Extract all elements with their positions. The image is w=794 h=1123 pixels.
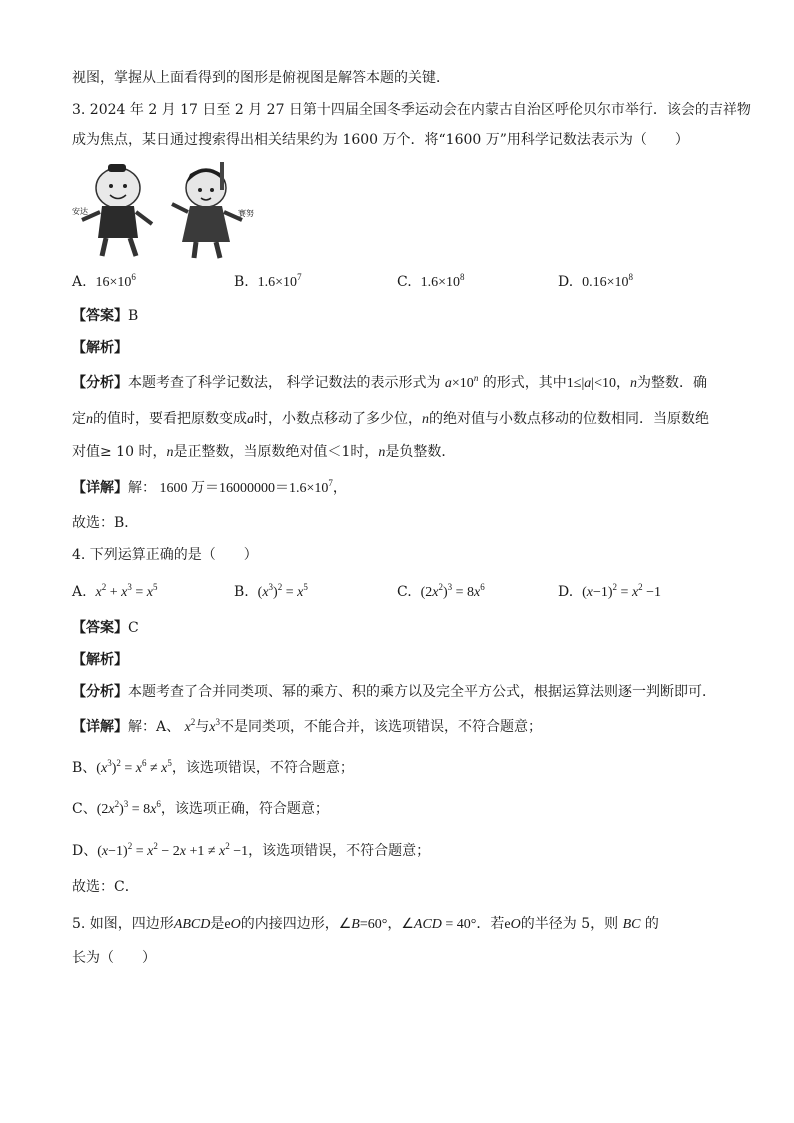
q3-stem-line1: 3. 2024 年 2 月 17 日至 2 月 27 日第十四届全国冬季运动会在内蒙古自治区呼伦贝尔市举行．该会的吉祥物 xyxy=(72,102,751,118)
q5-stem-line2: 长为（ ） xyxy=(72,950,156,966)
q4-option-a: A. $x^2 + x^3 = x^5$ xyxy=(72,582,158,600)
q3-conclusion: 故选：B． xyxy=(72,515,139,531)
q3-mascot-illustration xyxy=(72,160,258,262)
q4-detail-c: C、$(2x^2)^3 = 8x^6$，该选项正确，符合题意； xyxy=(72,799,329,817)
q3-answer: 【答案】B xyxy=(72,308,139,324)
q4-detail-b: B、$(x^3)^2 = x^6 \ne x^5$，该选项错误，不符合题意； xyxy=(72,758,354,776)
q4-stem: 4. 下列运算正确的是（ ） xyxy=(72,547,258,563)
q3-fenxi-line1: 【分析】本题考查了科学记数法， 科学记数法的表示形式为 $a\times 10^n$ 的形式，其中1≤|a|<10，n为整数．确 xyxy=(72,373,707,391)
mascot-right-figure xyxy=(172,162,242,258)
q3-option-c: C. $1.6\times 10^8$ xyxy=(397,272,465,290)
q5-stem-line1: 5. 如图，四边形ABCD是eO的内接四边形，∠B=60°，∠ACD = 40°．若eO的半径为 5，则 BC 的 xyxy=(72,916,659,932)
q3-option-d: D. $0.16\times 10^8$ xyxy=(558,272,633,290)
q3-fenxi-line2: 定n的值时，要看把原数变成a时，小数点移动了多少位，n的绝对值与小数点移动的位数相同．当原数绝 xyxy=(72,411,709,427)
q3-fenxi-line3: 对值≥ 10 时，n是正整数，当原数绝对值＜1时，n是负整数． xyxy=(72,444,456,460)
q4-detail-d: D、$(x-1)^2 = x^2 - 2x +1 \ne x^2 -1$，该选项错误，不符合题意； xyxy=(72,841,431,859)
q4-option-b: B. $(x^3)^2 = x^5$ xyxy=(234,582,308,600)
q4-conclusion: 故选：C． xyxy=(72,879,139,895)
q3-analysis-heading: 【解析】 xyxy=(72,340,128,356)
q4-option-d: D. $(x-1)^2 = x^2 -1$ xyxy=(558,582,662,600)
q4-option-c: C. $(2x^2)^3 = 8x^6$ xyxy=(397,582,485,600)
q3-option-a: A. $16\times 10^6$ xyxy=(72,272,136,290)
q3-stem-line2: 成为焦点，某日通过搜索得出相关结果约为 1600 万个．将“1600 万”用科学记数法表示为（ ） xyxy=(72,132,689,148)
mascot-left-figure xyxy=(82,164,152,256)
mascot-left-label: 安达 xyxy=(72,207,88,216)
intro-text: 视图，掌握从上面看得到的图形是俯视图是解答本题的关键． xyxy=(72,70,450,86)
q4-fenxi: 【分析】本题考查了合并同类项、幂的乘方、积的乘方以及完全平方公式，根据运算法则逐一判断即可． xyxy=(72,684,716,700)
mascot-right-label: 赛努 xyxy=(238,209,254,218)
q4-analysis-heading: 【解析】 xyxy=(72,652,128,668)
q3-option-b: B. $1.6\times 10^7$ xyxy=(234,272,302,290)
q4-answer: 【答案】C xyxy=(72,620,139,636)
q3-detail: 【详解】解： 1600 万$=16000000=1.6\times 10^7$， xyxy=(72,478,347,496)
q4-detail-a: 【详解】解：A、 $x^2$与$x^3$不是同类项，不能合并，该选项错误，不符合题意； xyxy=(72,717,543,735)
